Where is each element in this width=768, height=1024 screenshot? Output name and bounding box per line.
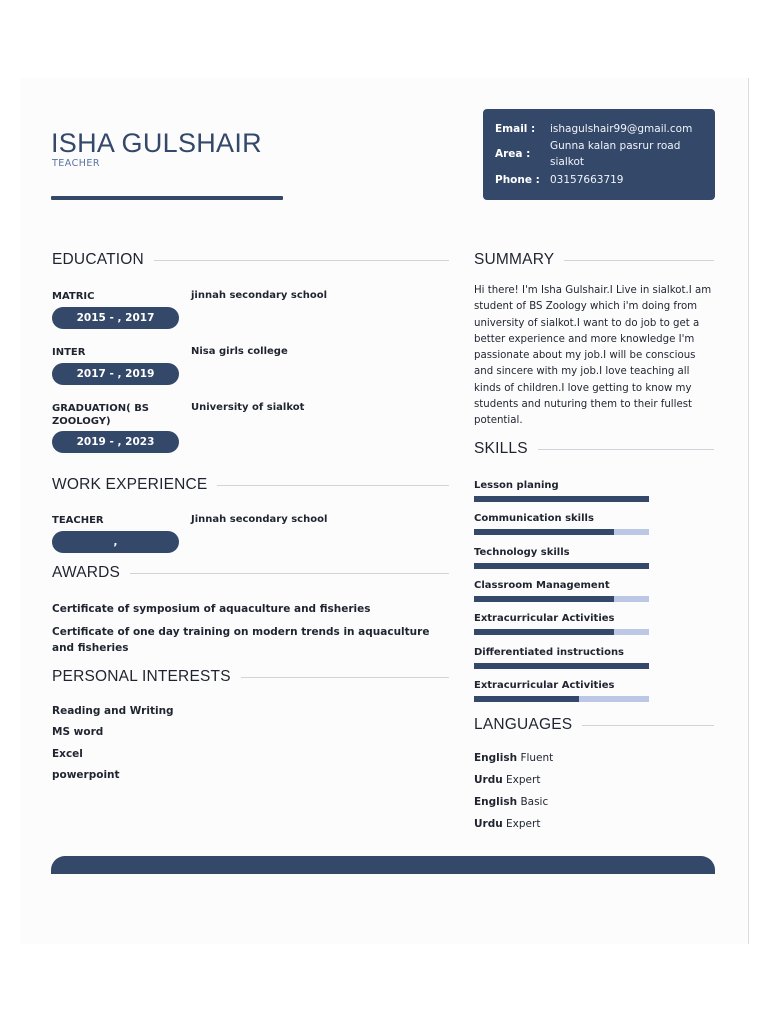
interests-heading bbox=[52, 668, 449, 686]
contact-email-row bbox=[483, 121, 715, 137]
skill-item bbox=[474, 680, 714, 691]
languages-title: LANGUAGES bbox=[474, 716, 573, 733]
skill-item bbox=[474, 613, 714, 624]
interest-item: MS word bbox=[52, 726, 104, 738]
skill-level-bar bbox=[474, 596, 649, 602]
language-level: Expert bbox=[506, 774, 541, 786]
languages-divider bbox=[582, 725, 714, 726]
skill-level-fill bbox=[474, 529, 614, 535]
contact-phone-row bbox=[483, 172, 715, 188]
skill-level-bar bbox=[474, 563, 649, 569]
education-degree: INTER bbox=[52, 347, 86, 358]
award-item: Certificate of symposium of aquaculture and fisheries bbox=[52, 603, 371, 615]
language-name: English bbox=[474, 752, 518, 764]
skill-item bbox=[474, 480, 714, 491]
area-label: Area : bbox=[495, 148, 531, 160]
interests-title: PERSONAL INTERESTS bbox=[52, 668, 231, 685]
work-heading bbox=[52, 476, 449, 494]
skill-level-bar bbox=[474, 529, 649, 535]
language-name: Urdu bbox=[474, 774, 503, 786]
language-level: Expert bbox=[506, 818, 541, 830]
skill-level-bar bbox=[474, 629, 649, 635]
skill-name: Technology skills bbox=[474, 546, 570, 558]
language-name: English bbox=[474, 796, 518, 808]
phone-value: 03157663719 bbox=[550, 174, 624, 186]
education-institute: University of sialkot bbox=[191, 402, 305, 413]
languages-heading bbox=[474, 716, 714, 734]
skill-level-fill bbox=[474, 563, 649, 569]
language-item bbox=[474, 752, 553, 764]
skill-name: Extracurricular Activities bbox=[474, 613, 615, 625]
work-position: TEACHER bbox=[52, 515, 104, 526]
contact-box bbox=[483, 109, 715, 200]
interest-item: Excel bbox=[52, 748, 83, 760]
work-title: WORK EXPERIENCE bbox=[52, 476, 208, 493]
skill-level-fill bbox=[474, 596, 614, 602]
skill-name: Classroom Management bbox=[474, 579, 610, 591]
awards-heading bbox=[52, 564, 449, 582]
language-item bbox=[474, 796, 548, 808]
summary-divider bbox=[564, 260, 714, 261]
footer-bar bbox=[51, 856, 715, 874]
skill-level-bar bbox=[474, 696, 649, 702]
phone-label: Phone : bbox=[495, 174, 540, 186]
interests-divider bbox=[241, 677, 449, 678]
skill-item bbox=[474, 547, 714, 558]
awards-title: AWARDS bbox=[52, 564, 121, 581]
skill-level-fill bbox=[474, 663, 649, 669]
skills-title: SKILLS bbox=[474, 440, 528, 457]
language-item bbox=[474, 818, 540, 830]
skill-level-bar bbox=[474, 663, 649, 669]
email-label: Email : bbox=[495, 123, 536, 135]
resume-page bbox=[20, 78, 749, 944]
summary-title: SUMMARY bbox=[474, 251, 555, 268]
education-heading bbox=[52, 251, 449, 269]
education-years-pill: 2019 - , 2023 bbox=[52, 431, 179, 453]
language-item bbox=[474, 774, 540, 786]
education-divider bbox=[154, 260, 449, 261]
skill-name: Communication skills bbox=[474, 513, 594, 525]
skill-item bbox=[474, 580, 714, 591]
education-institute: Nisa girls college bbox=[191, 346, 288, 357]
candidate-role: TEACHER bbox=[52, 158, 101, 169]
education-title: EDUCATION bbox=[52, 251, 144, 268]
education-institute: jinnah secondary school bbox=[191, 290, 328, 301]
candidate-name: ISHA GULSHAIR bbox=[51, 128, 262, 158]
language-name: Urdu bbox=[474, 818, 503, 830]
skill-name: Lesson planing bbox=[474, 480, 559, 491]
contact-area-row bbox=[483, 138, 715, 170]
education-degree: MATRIC bbox=[52, 291, 95, 302]
skills-divider bbox=[538, 449, 714, 450]
work-employer: Jinnah secondary school bbox=[191, 514, 328, 525]
skill-level-fill bbox=[474, 696, 579, 702]
name-underline bbox=[51, 196, 283, 200]
work-divider bbox=[217, 485, 449, 486]
summary-text: Hi there! I'm Isha Gulshair.I Live in sialkot.I am student of BS Zoology which i'm doing from university of sialkot.I want to do job to get a better experience and more knowledge I'm passionate about my job.I will be conscious and sincere with my job.I love teaching all kinds of children.I love getting to know my students and nuturing them to their fullest potential. bbox=[474, 285, 712, 427]
language-level: Fluent bbox=[520, 752, 554, 764]
skills-heading bbox=[474, 440, 714, 458]
skill-item bbox=[474, 513, 714, 524]
email-value: ishagulshair99@gmail.com bbox=[550, 123, 693, 135]
skill-level-fill bbox=[474, 496, 649, 502]
work-years-pill: , bbox=[52, 531, 179, 553]
language-level: Basic bbox=[520, 796, 549, 808]
award-item: Certificate of one day training on modern trends in aquaculture and fisheries bbox=[52, 626, 430, 654]
education-years-pill: 2015 - , 2017 bbox=[52, 307, 179, 329]
summary-heading bbox=[474, 251, 714, 269]
skill-level-bar bbox=[474, 496, 649, 502]
skill-item bbox=[474, 647, 714, 658]
interest-item: powerpoint bbox=[52, 769, 120, 781]
interest-item: Reading and Writing bbox=[52, 705, 174, 717]
education-degree: GRADUATION( BS ZOOLOGY) bbox=[52, 403, 150, 427]
education-years-pill: 2017 - , 2019 bbox=[52, 363, 179, 385]
awards-divider bbox=[130, 573, 449, 574]
skill-name: Extracurricular Activities bbox=[474, 679, 615, 691]
skill-level-fill bbox=[474, 629, 614, 635]
skill-name: Differentiated instructions bbox=[474, 646, 625, 658]
area-value: Gunna kalan pasrur road sialkot bbox=[550, 140, 681, 168]
